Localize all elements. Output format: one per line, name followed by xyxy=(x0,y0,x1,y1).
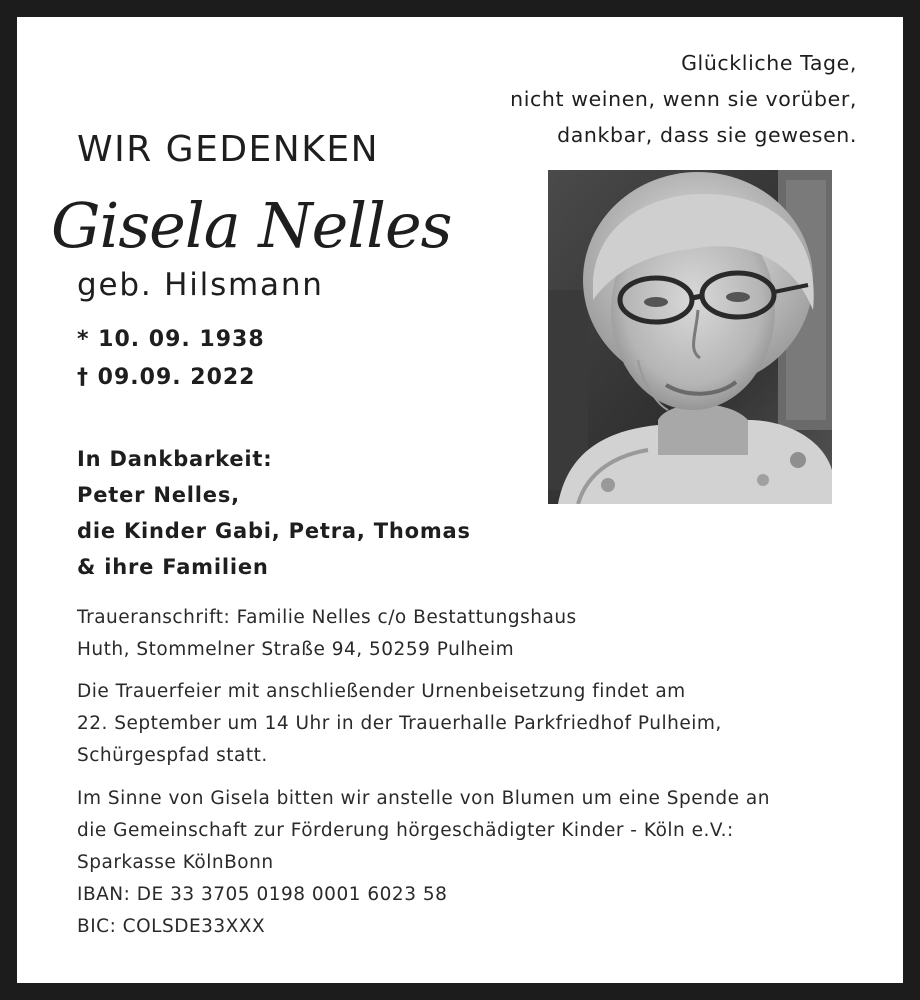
poem xyxy=(510,45,857,153)
address-line: Huth, Stommelner Straße 94, 50259 Pulheim xyxy=(77,639,515,660)
bic-line: BIC: COLSDE33XXX xyxy=(77,916,266,937)
family-line: In Dankbarkeit: xyxy=(77,447,273,471)
name-script xyxy=(31,167,511,277)
donation-line: Im Sinne von Gisela bitten wir anstelle von Blumen um eine Spende an xyxy=(77,788,770,809)
ceremony-line: Die Trauerfeier mit anschließender Urnenbeisetzung findet am xyxy=(77,681,686,702)
ceremony-info xyxy=(77,676,722,772)
donation-info xyxy=(77,783,770,943)
name-text: Gisela Nelles xyxy=(51,189,452,262)
poem-line: dankbar, dass sie gewesen. xyxy=(557,123,857,147)
family-line: & ihre Familien xyxy=(77,555,269,579)
address-line: Traueranschrift: Familie Nelles c/o Bestattungshaus xyxy=(77,607,577,628)
family-line: Peter Nelles, xyxy=(77,483,240,507)
obituary-card xyxy=(17,17,903,983)
portrait-illustration xyxy=(548,170,832,504)
mourning-address xyxy=(77,602,577,666)
ceremony-line: Schürgespfad statt. xyxy=(77,745,268,766)
portrait-photo xyxy=(548,170,832,504)
death-date: † 09.09. 2022 xyxy=(77,365,256,390)
donation-line: die Gemeinschaft zur Förderung hörgeschädigter Kinder - Köln e.V.: xyxy=(77,820,734,841)
born-name: geb. Hilsmann xyxy=(77,267,324,303)
birth-date: * 10. 09. 1938 xyxy=(77,327,265,352)
life-dates xyxy=(77,321,265,397)
ceremony-line: 22. September um 14 Uhr in der Trauerhalle Parkfriedhof Pulheim, xyxy=(77,713,722,734)
heading: WIR GEDENKEN xyxy=(77,129,379,170)
iban-line: IBAN: DE 33 3705 0198 0001 6023 58 xyxy=(77,884,448,905)
poem-line: Glückliche Tage, xyxy=(681,51,857,75)
family-signature xyxy=(77,441,471,585)
deceased-name xyxy=(31,167,511,277)
family-line: die Kinder Gabi, Petra, Thomas xyxy=(77,519,471,543)
poem-line: nicht weinen, wenn sie vorüber, xyxy=(510,87,857,111)
donation-line: Sparkasse KölnBonn xyxy=(77,852,274,873)
